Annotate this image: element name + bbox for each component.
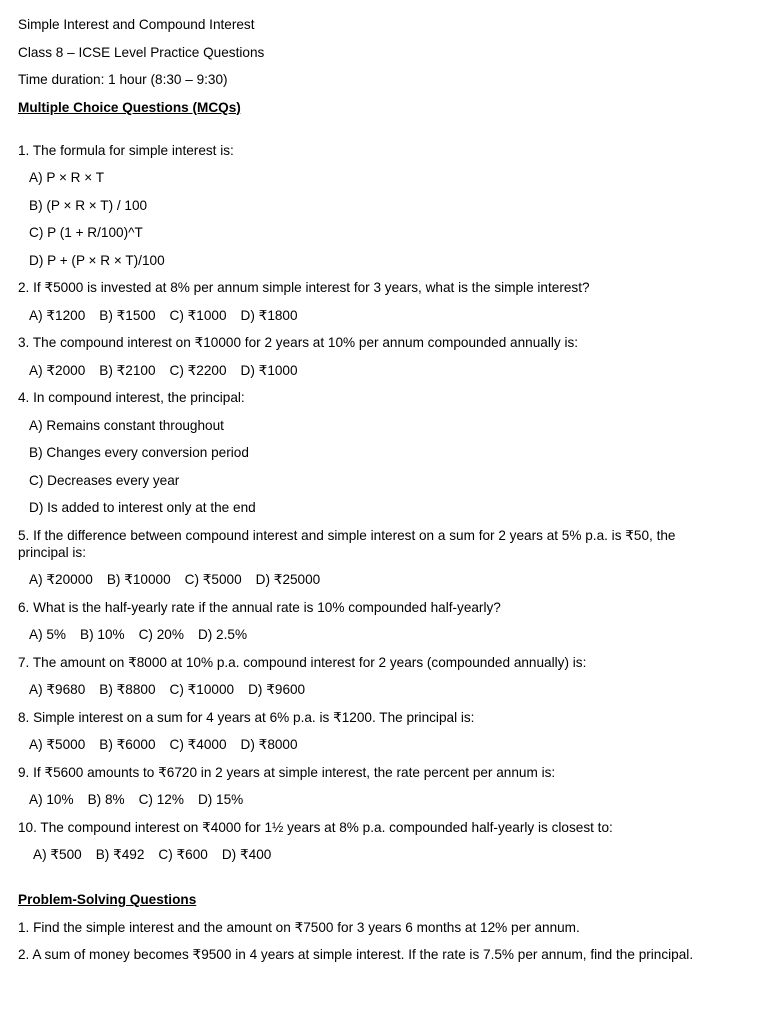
- mcq-9-option-a: A) 10%: [29, 792, 74, 807]
- mcq-9-option-c: C) 12%: [138, 792, 184, 807]
- problem-1: 1. Find the simple interest and the amount on ₹7500 for 3 years 6 months at 12% per annum.: [18, 919, 580, 935]
- mcq-3-option-d: D) ₹1000: [240, 362, 298, 378]
- mcq-8-option-c: C) ₹4000: [169, 737, 227, 752]
- mcq-question-4: 4. In compound interest, the principal:: [18, 390, 245, 405]
- mcq-5-option-c: C) ₹5000: [184, 572, 242, 587]
- document-title: Simple Interest and Compound Interest: [18, 17, 255, 32]
- mcq-4-option-c: C) Decreases every year: [29, 472, 180, 488]
- mcq-2-option-a: A) ₹1200: [29, 307, 86, 323]
- mcq-9-options: [18, 791, 750, 808]
- mcq-1-option-c: C) P (1 + R/100)^T: [29, 225, 143, 240]
- mcq-2-option-d: D) ₹1800: [240, 307, 298, 323]
- mcq-6-option-b: B) 10%: [80, 627, 125, 642]
- mcq-5-options: [18, 571, 750, 588]
- mcq-4-option-a: A) Remains constant throughout: [29, 417, 224, 433]
- mcq-1-option-d: D) P + (P × R × T)/100: [29, 252, 165, 268]
- mcq-1-option-b: B) (P × R × T) / 100: [29, 197, 148, 213]
- mcq-7-option-a: A) ₹9680: [29, 682, 86, 697]
- mcq-question-3: 3. The compound interest on ₹10000 for 2 years at 10% per annum compounded annually is:: [18, 335, 579, 350]
- mcq-2-option-b: B) ₹1500: [99, 307, 156, 323]
- mcq-7-option-d: D) ₹9600: [248, 682, 306, 697]
- mcq-3-option-b: B) ₹2100: [99, 362, 156, 378]
- mcq-8-options: [18, 736, 750, 753]
- problems-heading: Problem-Solving Questions: [18, 892, 197, 907]
- problem-2: 2. A sum of money becomes ₹9500 in 4 years at simple interest. If the rate is 7.5% per annum, find the principal.: [18, 947, 694, 962]
- mcq-6-option-d: D) 2.5%: [197, 627, 248, 642]
- mcq-7-option-b: B) ₹8800: [99, 682, 156, 697]
- mcq-5-option-b: B) ₹10000: [106, 572, 171, 587]
- mcq-6-option-c: C) 20%: [138, 627, 184, 642]
- mcq-6-option-a: A) 5%: [29, 627, 67, 642]
- mcq-question-1: 1. The formula for simple interest is:: [18, 142, 234, 158]
- mcq-4-option-b: B) Changes every conversion period: [29, 445, 249, 460]
- mcq-3-options: [18, 362, 750, 379]
- mcq-question-6: 6. What is the half-yearly rate if the annual rate is 10% compounded half-yearly?: [18, 599, 501, 615]
- mcq-10-option-d: D) ₹400: [221, 847, 272, 862]
- mcq-9-option-d: D) 15%: [197, 792, 244, 807]
- mcq-3-option-c: C) ₹2200: [169, 362, 227, 378]
- mcq-question-8: 8. Simple interest on a sum for 4 years at 6% p.a. is ₹1200. The principal is:: [18, 709, 475, 725]
- mcq-7-option-c: C) ₹10000: [169, 682, 235, 697]
- mcq-10-option-b: B) ₹492: [95, 847, 145, 862]
- mcq-2-option-c: C) ₹1000: [169, 307, 227, 323]
- mcq-10-options: [18, 846, 750, 863]
- document-subtitle: Class 8 – ICSE Level Practice Questions: [18, 44, 265, 60]
- mcq-heading: Multiple Choice Questions (MCQs): [18, 99, 241, 115]
- mcq-7-options: [18, 681, 750, 698]
- mcq-question-7: 7. The amount on ₹8000 at 10% p.a. compound interest for 2 years (compounded annually) is:: [18, 654, 587, 670]
- mcq-8-option-b: B) ₹6000: [99, 737, 156, 752]
- mcq-5-option-a: A) ₹20000: [29, 572, 93, 587]
- time-duration: Time duration: 1 hour (8:30 – 9:30): [18, 72, 228, 87]
- mcq-2-options: [18, 307, 750, 324]
- mcq-5-option-d: D) ₹25000: [255, 572, 321, 587]
- mcq-9-option-b: B) 8%: [87, 792, 125, 807]
- mcq-10-option-a: A) ₹500: [33, 847, 82, 862]
- mcq-question-2: 2. If ₹5000 is invested at 8% per annum simple interest for 3 years, what is the simple interest?: [18, 280, 590, 295]
- mcq-question-5: 5. If the difference between compound interest and simple interest on a sum for 2 years at 5% p.a. is ₹50, the principal is:: [18, 527, 676, 560]
- mcq-1-option-a: A) P × R × T: [29, 170, 105, 185]
- mcq-question-10: 10. The compound interest on ₹4000 for 1½ years at 8% p.a. compounded half-yearly is closest to:: [18, 819, 613, 835]
- mcq-8-option-a: A) ₹5000: [29, 737, 86, 752]
- mcq-8-option-d: D) ₹8000: [240, 737, 298, 752]
- mcq-6-options: [18, 626, 750, 643]
- mcq-10-option-c: C) ₹600: [158, 847, 208, 862]
- mcq-3-option-a: A) ₹2000: [29, 362, 86, 378]
- mcq-4-option-d: D) Is added to interest only at the end: [29, 500, 256, 515]
- mcq-question-9: 9. If ₹5600 amounts to ₹6720 in 2 years at simple interest, the rate percent per annum is:: [18, 764, 556, 780]
